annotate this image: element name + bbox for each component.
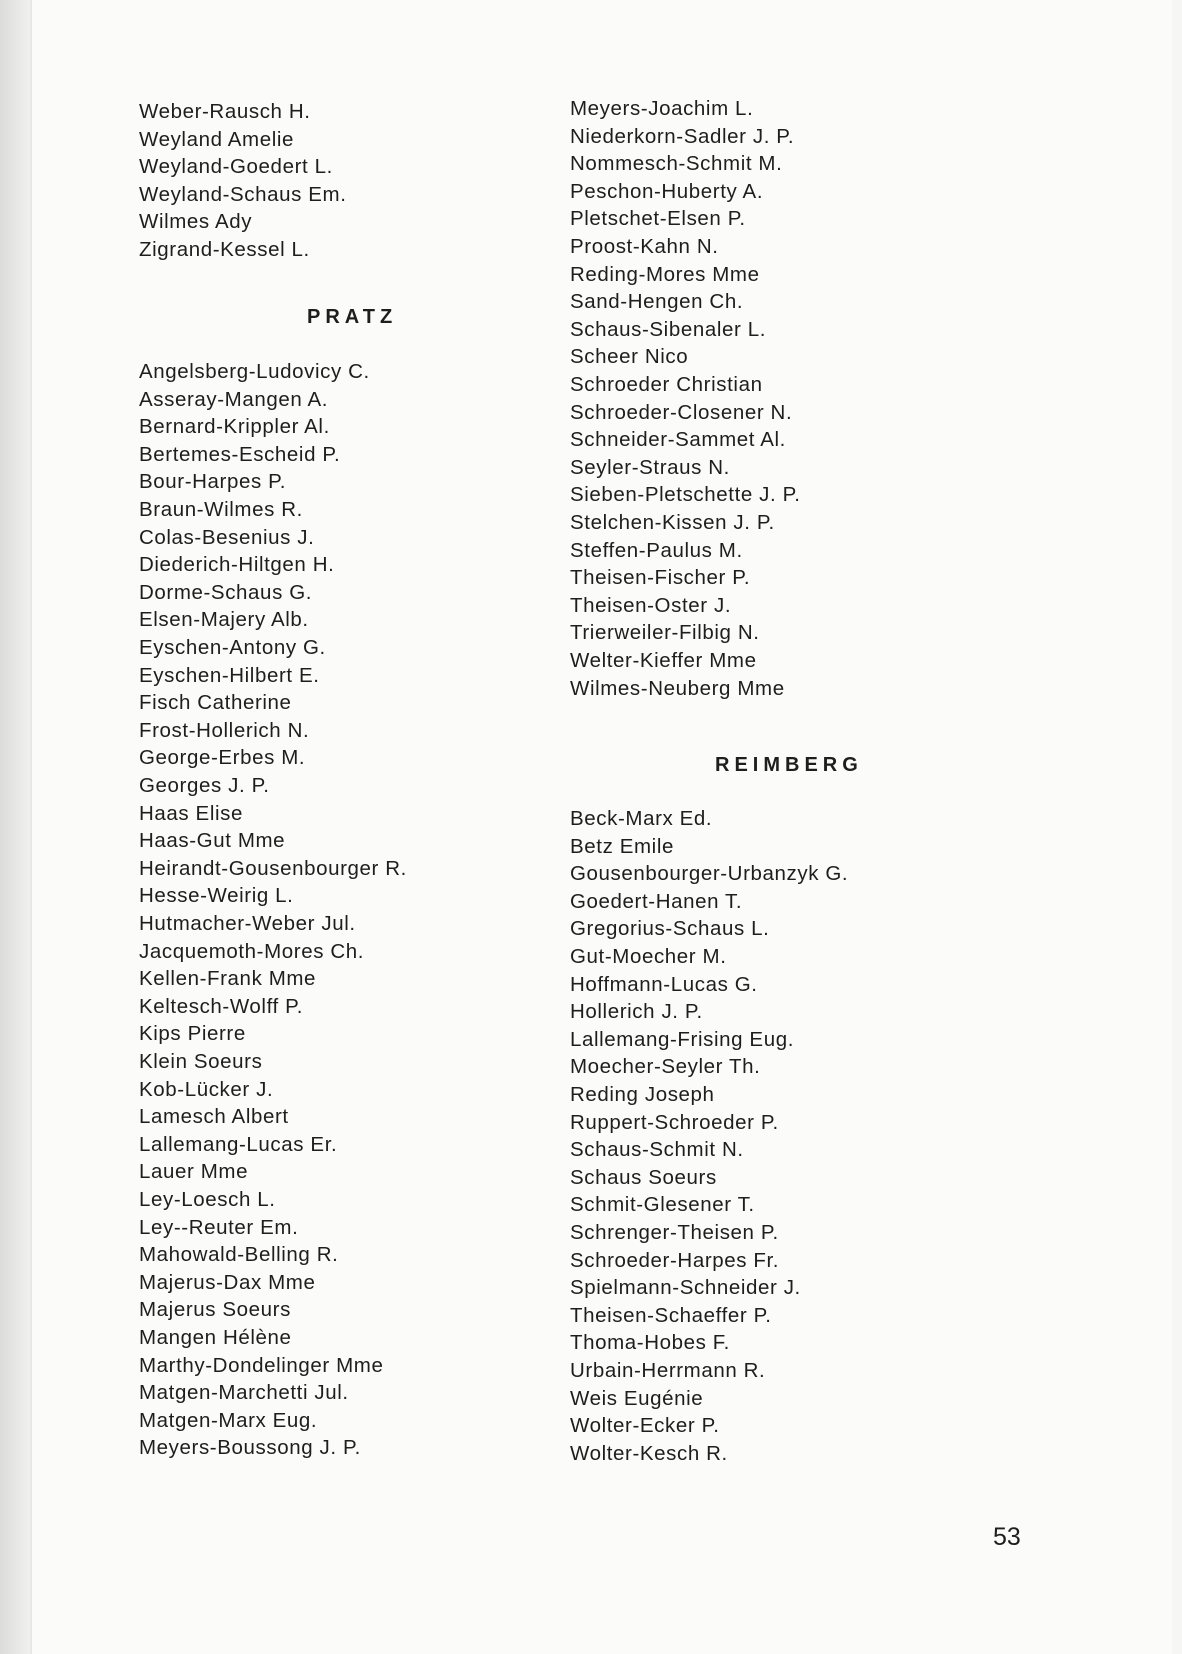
name-entry: Hesse-Weirig L. (139, 884, 294, 908)
name-entry: Frost-Hollerich N. (139, 718, 310, 742)
name-entry: Majerus Soeurs (139, 1298, 291, 1322)
name-entry: Theisen-Fischer P. (570, 566, 751, 590)
name-entry: Marthy-Dondelinger Mme (139, 1353, 384, 1377)
name-entry: Zigrand-Kessel L. (139, 238, 310, 261)
name-entry: Gregorius-Schaus L. (570, 917, 770, 941)
name-entry: Welter-Kieffer Mme (570, 649, 757, 672)
name-entry: Kob-Lücker J. (139, 1077, 274, 1101)
name-entry: Scheer Nico (570, 345, 689, 369)
name-entry: Bernard-Krippler Al. (139, 415, 330, 439)
name-entry: Keltesch-Wolff P. (139, 994, 304, 1018)
name-entry: Schaus-Sibenaler L. (570, 317, 767, 341)
page-edge-shadow (0, 0, 32, 1654)
name-entry: Majerus-Dax Mme (139, 1270, 316, 1294)
name-entry: Schroeder Christian (570, 373, 763, 396)
name-entry: Schrenger-Theisen P. (570, 1221, 779, 1244)
name-entry: Spielmann-Schneider J. (570, 1276, 801, 1300)
name-entry: Meyers-Joachim L. (570, 97, 754, 120)
name-entry: Lamesch Albert (139, 1105, 289, 1129)
name-entry: Colas-Besenius J. (139, 525, 315, 549)
name-entry: Elsen-Majery Alb. (139, 608, 309, 632)
name-entry: Schaus Soeurs (570, 1165, 717, 1189)
name-entry: Schaus-Schmit N. (570, 1138, 744, 1162)
name-entry: Stelchen-Kissen J. P. (570, 511, 775, 534)
name-entry: Matgen-Marx Eug. (139, 1408, 318, 1432)
name-entry: Meyers-Boussong J. P. (139, 1436, 361, 1460)
name-entry: Sieben-Pletschette J. P. (570, 483, 801, 507)
name-entry: Schmit-Glesener T. (570, 1193, 755, 1217)
name-entry: Dorme-Schaus G. (139, 580, 313, 604)
name-entry: Weyland Amelie (139, 127, 295, 151)
name-entry: Proost-Kahn N. (570, 235, 719, 258)
name-entry: Theisen-Oster J. (570, 593, 732, 617)
name-entry: Betz Emile (570, 834, 674, 858)
name-entry: Reding Joseph (570, 1083, 715, 1106)
name-entry: Gut-Moecher M. (570, 945, 727, 968)
name-entry: Wilmes-Neuberg Mme (570, 676, 785, 700)
name-entry: Bertemes-Escheid P. (139, 442, 341, 466)
name-entry: Lauer Mme (139, 1160, 249, 1184)
name-entry: Weyland-Schaus Em. (139, 182, 347, 206)
name-entry: Kips Pierre (139, 1022, 246, 1046)
name-entry: Mangen Hélène (139, 1326, 292, 1349)
page-number: 53 (993, 1523, 1021, 1551)
name-entry: Weyland-Goedert L. (139, 155, 333, 179)
name-entry: Seyler-Straus N. (570, 455, 730, 479)
name-entry: Trierweiler-Filbig N. (570, 621, 760, 645)
name-entry: Hoffmann-Lucas G. (570, 972, 758, 996)
name-entry: Goedert-Hanen T. (570, 889, 743, 913)
name-entry: Jacquemoth-Mores Ch. (139, 939, 365, 963)
name-entry: Pletschet-Elsen P. (570, 207, 746, 231)
name-entry: Theisen-Schaeffer P. (570, 1303, 772, 1327)
name-entry: Georges J. P. (139, 774, 270, 797)
name-entry: Matgen-Marchetti Jul. (139, 1381, 349, 1405)
name-entry: Hollerich J. P. (570, 1000, 703, 1024)
section-heading: PRATZ (307, 306, 398, 328)
name-entry: Diederich-Hiltgen H. (139, 553, 335, 577)
name-entry: Weis Eugénie (570, 1386, 704, 1410)
name-entry: Wolter-Kesch R. (570, 1441, 728, 1465)
name-entry: Heirandt-Gousenbourger R. (139, 856, 407, 880)
name-entry: Sand-Hengen Ch. (570, 290, 744, 314)
name-entry: Steffen-Paulus M. (570, 538, 743, 562)
name-entry: Asseray-Mangen A. (139, 387, 329, 411)
name-entry: Schneider-Sammet Al. (570, 428, 786, 452)
name-entry: Eyschen-Hilbert E. (139, 663, 320, 687)
name-entry: Bour-Harpes P. (139, 470, 287, 494)
name-entry: Ruppert-Schroeder P. (570, 1110, 779, 1134)
name-entry: Niederkorn-Sadler J. P. (570, 124, 795, 148)
name-entry: Ley--Reuter Em. (139, 1215, 299, 1239)
name-entry: Hutmacher-Weber Jul. (139, 912, 356, 935)
name-entry: Klein Soeurs (139, 1050, 263, 1073)
name-entry: Schroeder-Harpes Fr. (570, 1248, 780, 1272)
name-entry: Nommesch-Schmit M. (570, 152, 783, 176)
name-entry: Eyschen-Antony G. (139, 636, 326, 659)
name-entry: Braun-Wilmes R. (139, 498, 303, 521)
name-entry: Wolter-Ecker P. (570, 1414, 720, 1438)
name-entry: Mahowald-Belling R. (139, 1243, 339, 1267)
name-entry: Reding-Mores Mme (570, 262, 760, 286)
name-entry: Kellen-Frank Mme (139, 967, 317, 991)
name-entry: Urbain-Herrmann R. (570, 1359, 766, 1382)
name-entry: Wilmes Ady (139, 210, 253, 234)
name-entry: Haas Elise (139, 801, 243, 825)
name-entry: Lallemang-Frising Eug. (570, 1027, 794, 1051)
name-entry: Beck-Marx Ed. (570, 807, 713, 830)
name-entry: Weber-Rausch H. (139, 100, 311, 123)
name-entry: Peschon-Huberty A. (570, 179, 764, 203)
name-entry: Angelsberg-Ludovicy C. (139, 360, 370, 383)
name-entry: Haas-Gut Mme (139, 829, 286, 853)
name-entry: Lallemang-Lucas Er. (139, 1132, 338, 1156)
name-entry: Schroeder-Closener N. (570, 400, 793, 424)
section-heading: REIMBERG (715, 754, 863, 776)
name-entry: Fisch Catherine (139, 691, 292, 715)
name-entry: Ley-Loesch L. (139, 1188, 276, 1211)
name-entry: Moecher-Seyler Th. (570, 1055, 761, 1079)
name-entry: Thoma-Hobes F. (570, 1331, 730, 1355)
name-entry: George-Erbes M. (139, 746, 306, 770)
name-entry: Gousenbourger-Urbanzyk G. (570, 862, 849, 886)
